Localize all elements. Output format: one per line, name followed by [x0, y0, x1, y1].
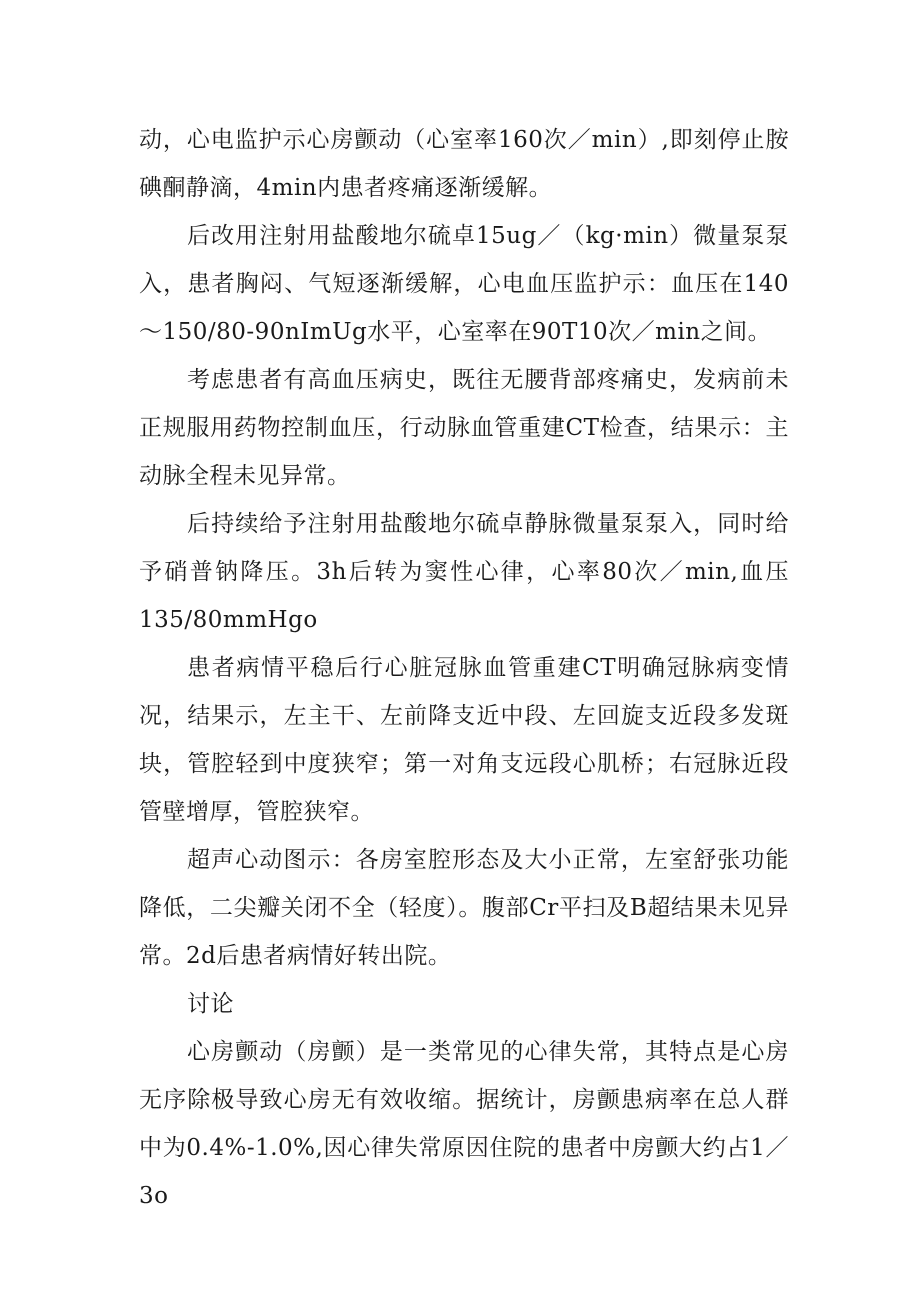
paragraph-6: 超声心动图示：各房室腔形态及大小正常，左室舒张功能降低，二尖瓣关闭不全（轻度）。腹部Cr平扫及B超结果未见异常。2d后患者病情好转出院。 [139, 847, 789, 969]
paragraph-1: 动，心电监护示心房颤动（心室率160次／min）,即刻停止胺碘酮静滴，4min内患者疼痛逐渐缓解。 [139, 127, 789, 201]
discussion-paragraph: 心房颤动（房颤）是一类常见的心律失常，其特点是心房无序除极导致心房无有效收缩。据统计，房颤患病率在总人群中为0.4%-1.0%,因心律失常原因住院的患者中房颤大约占1／3o [139, 1039, 789, 1209]
document-body [139, 116, 789, 1220]
paragraph-2: 后改用注射用盐酸地尔硫卓15ug／（kg·min）微量泵泵入，患者胸闷、气短逐渐缓解，心电血压监护示：血压在140～150/80-90nImUg水平，心室率在90T10次／min之间。 [139, 223, 789, 345]
paragraph-3: 考虑患者有高血压病史，既往无腰背部疼痛史，发病前未正规服用药物控制血压，行动脉血管重建CT检查，结果示：主动脉全程未见异常。 [139, 367, 789, 489]
paragraph-5: 患者病情平稳后行心脏冠脉血管重建CT明确冠脉病变情况，结果示，左主干、左前降支近中段、左回旋支近段多发斑块，管腔轻到中度狭窄；第一对角支远段心肌桥；右冠脉近段管壁增厚，管腔狭窄。 [139, 655, 789, 825]
paragraph-4: 后持续给予注射用盐酸地尔硫卓静脉微量泵泵入，同时给予硝普钠降压。3h后转为窦性心律，心率80次／min,血压135/80mmHgo [139, 511, 789, 633]
section-heading-discussion: 讨论 [187, 991, 234, 1017]
